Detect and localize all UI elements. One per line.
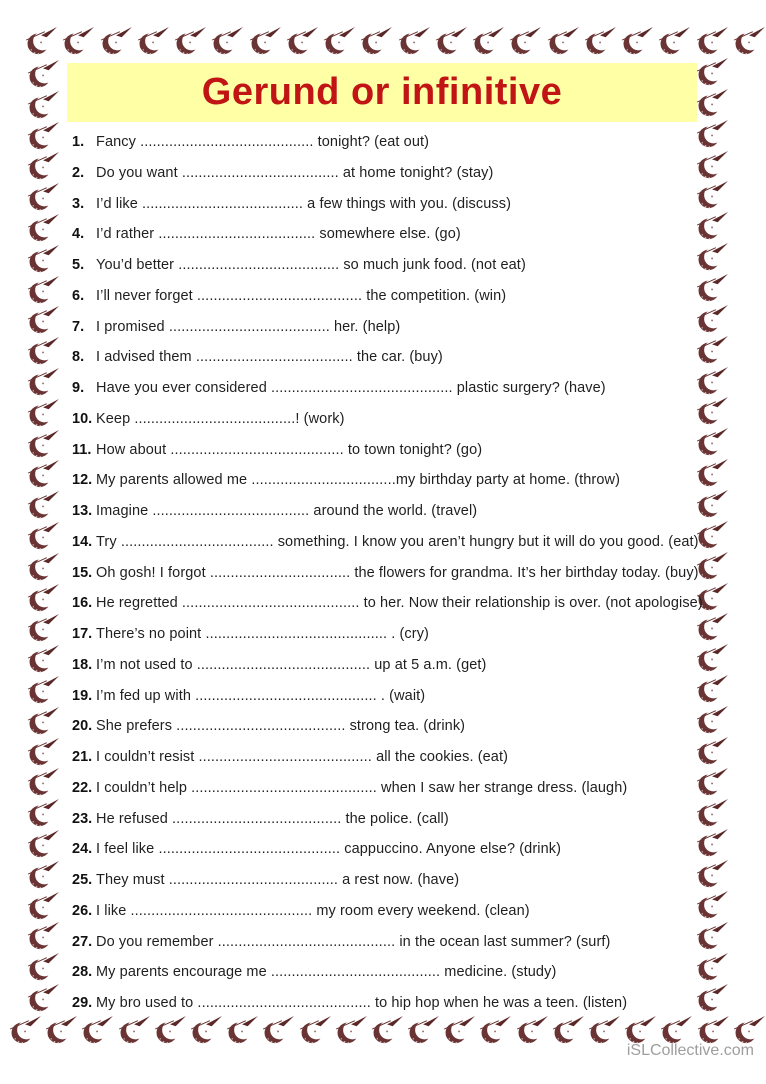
swirl-flourish-icon <box>101 27 133 55</box>
swirl-flourish-icon <box>28 430 60 458</box>
swirl-flourish-icon <box>399 27 431 55</box>
swirl-flourish-icon <box>28 892 60 920</box>
item-number: 9. <box>72 380 85 396</box>
item-number: 13. <box>72 503 93 519</box>
swirl-flourish-icon <box>28 60 60 88</box>
item-text: My bro used to .......................................... to hip hop when he was a teen. (listen) <box>96 995 628 1011</box>
watermark-text: iSLCollective.com <box>626 1042 754 1059</box>
item-number: 19. <box>72 687 93 704</box>
swirl-flourish-icon <box>26 27 58 55</box>
item-text: I’m fed up with ............................................ . (wait) <box>96 687 426 704</box>
exercise-item <box>72 527 712 558</box>
swirl-flourish-icon <box>28 861 60 889</box>
swirl-flourish-icon <box>734 1016 766 1044</box>
swirl-flourish-icon <box>585 27 617 55</box>
swirl-flourish-icon <box>553 1016 585 1044</box>
swirl-flourish-icon <box>191 1016 223 1044</box>
swirl-flourish-icon <box>622 27 654 55</box>
swirl-flourish-icon <box>473 27 505 55</box>
item-text: He regretted ........................................... to her. Now their relationship is over. (not apologise) <box>96 595 703 612</box>
item-number: 14. <box>72 533 93 550</box>
swirl-flourish-icon <box>28 214 60 242</box>
swirl-flourish-icon <box>28 984 60 1012</box>
item-text: How about .......................................... to town tonight? (go) <box>96 441 483 458</box>
item-text: You’d better ....................................... so much junk food. (not eat) <box>96 257 526 273</box>
swirl-flourish-icon <box>517 1016 549 1044</box>
item-text: He refused ......................................... the police. (call) <box>96 810 449 827</box>
item-text: I’d like ....................................... a few things with you. (discuss) <box>96 195 512 212</box>
item-text: I’ll never forget ........................................ the competition. (win) <box>96 287 507 304</box>
exercise-item <box>72 988 712 1019</box>
swirl-flourish-icon <box>28 368 60 396</box>
item-number: 27. <box>72 933 93 950</box>
item-text: Keep .......................................! (work) <box>96 410 345 427</box>
item-text: I couldn’t resist .......................................... all the cookies. (eat) <box>96 749 509 765</box>
item-text: Oh gosh! I forgot .................................. the flowers for grandma. It’s her birthday today. (buy) <box>96 564 699 581</box>
item-number: 2. <box>72 164 85 181</box>
swirl-flourish-icon <box>138 27 170 55</box>
swirl-flourish-icon <box>324 27 356 55</box>
swirl-flourish-icon <box>28 122 60 150</box>
item-text: I couldn’t help ............................................. when I saw her strange dress. (laugh) <box>96 779 628 796</box>
swirl-flourish-icon <box>175 27 207 55</box>
exercise-item <box>72 619 712 650</box>
swirl-flourish-icon <box>28 768 60 796</box>
item-text: She prefers ......................................... strong tea. (drink) <box>96 718 466 735</box>
swirl-flourish-icon <box>250 27 282 55</box>
item-number: 7. <box>72 318 85 335</box>
item-text: There’s no point ............................................ . (cry) <box>96 626 429 642</box>
item-number: 29. <box>72 995 93 1011</box>
item-number: 16. <box>72 595 93 612</box>
exercise-item <box>72 865 712 896</box>
item-number: 28. <box>72 964 93 981</box>
swirl-flourish-icon <box>28 830 60 858</box>
item-text: Do you remember ........................................... in the ocean last summer? (surf) <box>96 933 611 950</box>
exercise-item <box>72 681 712 712</box>
swirl-flourish-icon <box>697 27 729 55</box>
item-text: My parents encourage me ......................................... medicine. (study) <box>96 964 557 981</box>
item-number: 25. <box>72 872 93 888</box>
item-number: 26. <box>72 902 93 919</box>
item-number: 22. <box>72 779 93 796</box>
item-text: Do you want ...................................... at home tonight? (stay) <box>96 164 494 181</box>
exercise-item <box>72 158 712 189</box>
item-number: 23. <box>72 810 93 827</box>
item-text: Fancy .......................................... tonight? (eat out) <box>96 134 430 150</box>
swirl-flourish-icon <box>336 1016 368 1044</box>
exercise-item <box>72 957 712 988</box>
exercise-item <box>72 189 712 220</box>
swirl-flourish-icon <box>119 1016 151 1044</box>
item-number: 8. <box>72 349 85 366</box>
swirl-flourish-icon <box>361 27 393 55</box>
swirl-flourish-icon <box>28 245 60 273</box>
exercise-item <box>72 465 712 496</box>
swirl-flourish-icon <box>28 337 60 365</box>
swirl-flourish-icon <box>28 276 60 304</box>
item-number: 6. <box>72 287 85 304</box>
exercise-item <box>72 588 712 619</box>
exercise-item <box>72 558 712 589</box>
swirl-flourish-icon <box>436 27 468 55</box>
swirl-flourish-icon <box>698 1016 730 1044</box>
swirl-flourish-icon <box>28 922 60 950</box>
exercise-item <box>72 250 712 281</box>
swirl-flourish-icon <box>227 1016 259 1044</box>
exercise-item <box>72 711 712 742</box>
swirl-flourish-icon <box>408 1016 440 1044</box>
item-number: 21. <box>72 749 93 765</box>
swirl-flourish-icon <box>28 399 60 427</box>
exercise-item <box>72 404 712 435</box>
item-number: 18. <box>72 656 93 673</box>
item-number: 5. <box>72 257 85 273</box>
swirl-flourish-icon <box>263 1016 295 1044</box>
border-left <box>28 60 62 1012</box>
exercise-item <box>72 896 712 927</box>
exercise-item <box>72 373 712 404</box>
swirl-flourish-icon <box>300 1016 332 1044</box>
swirl-flourish-icon <box>28 553 60 581</box>
swirl-flourish-icon <box>63 27 95 55</box>
swirl-flourish-icon <box>28 584 60 612</box>
title-banner <box>67 63 697 122</box>
swirl-flourish-icon <box>28 306 60 334</box>
item-text: Try ..................................... something. I know you aren’t hungry but it will do you good. (eat) <box>96 533 699 550</box>
swirl-flourish-icon <box>46 1016 78 1044</box>
item-number: 1. <box>72 134 85 150</box>
swirl-flourish-icon <box>28 799 60 827</box>
swirl-flourish-icon <box>287 27 319 55</box>
exercise-item <box>72 342 712 373</box>
item-text: Imagine ...................................... around the world. (travel) <box>96 503 478 519</box>
swirl-flourish-icon <box>28 707 60 735</box>
swirl-flourish-icon <box>82 1016 114 1044</box>
item-text: I feel like ............................................ cappuccino. Anyone else? (drink) <box>96 841 562 858</box>
swirl-flourish-icon <box>28 91 60 119</box>
item-number: 4. <box>72 226 85 243</box>
item-number: 20. <box>72 718 93 735</box>
item-text: I like ............................................ my room every weekend. (clean) <box>96 902 530 919</box>
item-text: Have you ever considered ............................................ plastic surgery? (have) <box>96 380 606 396</box>
item-number: 17. <box>72 626 93 642</box>
item-number: 11. <box>72 441 92 458</box>
item-text: They must ......................................... a rest now. (have) <box>96 872 460 888</box>
swirl-flourish-icon <box>28 522 60 550</box>
exercise-item <box>72 742 712 773</box>
swirl-flourish-icon <box>697 58 729 86</box>
swirl-flourish-icon <box>589 1016 621 1044</box>
item-text: I advised them ...................................... the car. (buy) <box>96 349 443 366</box>
swirl-flourish-icon <box>212 27 244 55</box>
swirl-flourish-icon <box>625 1016 657 1044</box>
exercise-item <box>72 435 712 466</box>
swirl-flourish-icon <box>28 953 60 981</box>
swirl-flourish-icon <box>548 27 580 55</box>
item-number: 3. <box>72 195 85 212</box>
exercise-item <box>72 927 712 958</box>
swirl-flourish-icon <box>28 676 60 704</box>
exercise-item <box>72 281 712 312</box>
swirl-flourish-icon <box>697 89 729 117</box>
exercise-item <box>72 773 712 804</box>
swirl-flourish-icon <box>28 738 60 766</box>
swirl-flourish-icon <box>28 460 60 488</box>
item-number: 10. <box>72 410 93 427</box>
item-number: 15. <box>72 564 93 581</box>
item-text: My parents allowed me ...................................my birthday party at home. (throw) <box>96 472 621 489</box>
swirl-flourish-icon <box>480 1016 512 1044</box>
swirl-flourish-icon <box>734 27 766 55</box>
item-text: I’m not used to .......................................... up at 5 a.m. (get) <box>96 656 487 673</box>
exercise-list <box>72 127 712 1019</box>
exercise-item <box>72 804 712 835</box>
exercise-item <box>72 219 712 250</box>
swirl-flourish-icon <box>510 27 542 55</box>
border-top <box>26 27 766 59</box>
exercise-item <box>72 127 712 158</box>
swirl-flourish-icon <box>28 491 60 519</box>
item-number: 12. <box>72 472 93 489</box>
swirl-flourish-icon <box>28 183 60 211</box>
page-title: Gerund or infinitive <box>201 71 563 113</box>
swirl-flourish-icon <box>28 614 60 642</box>
exercise-item <box>72 496 712 527</box>
swirl-flourish-icon <box>28 645 60 673</box>
item-text: I promised ....................................... her. (help) <box>96 318 401 335</box>
swirl-flourish-icon <box>372 1016 404 1044</box>
item-text: I’d rather ...................................... somewhere else. (go) <box>96 226 461 243</box>
swirl-flourish-icon <box>10 1016 42 1044</box>
swirl-flourish-icon <box>661 1016 693 1044</box>
exercise-item <box>72 834 712 865</box>
swirl-flourish-icon <box>444 1016 476 1044</box>
exercise-item <box>72 650 712 681</box>
swirl-flourish-icon <box>155 1016 187 1044</box>
swirl-flourish-icon <box>28 152 60 180</box>
item-number: 24. <box>72 841 93 858</box>
exercise-item <box>72 312 712 343</box>
swirl-flourish-icon <box>659 27 691 55</box>
